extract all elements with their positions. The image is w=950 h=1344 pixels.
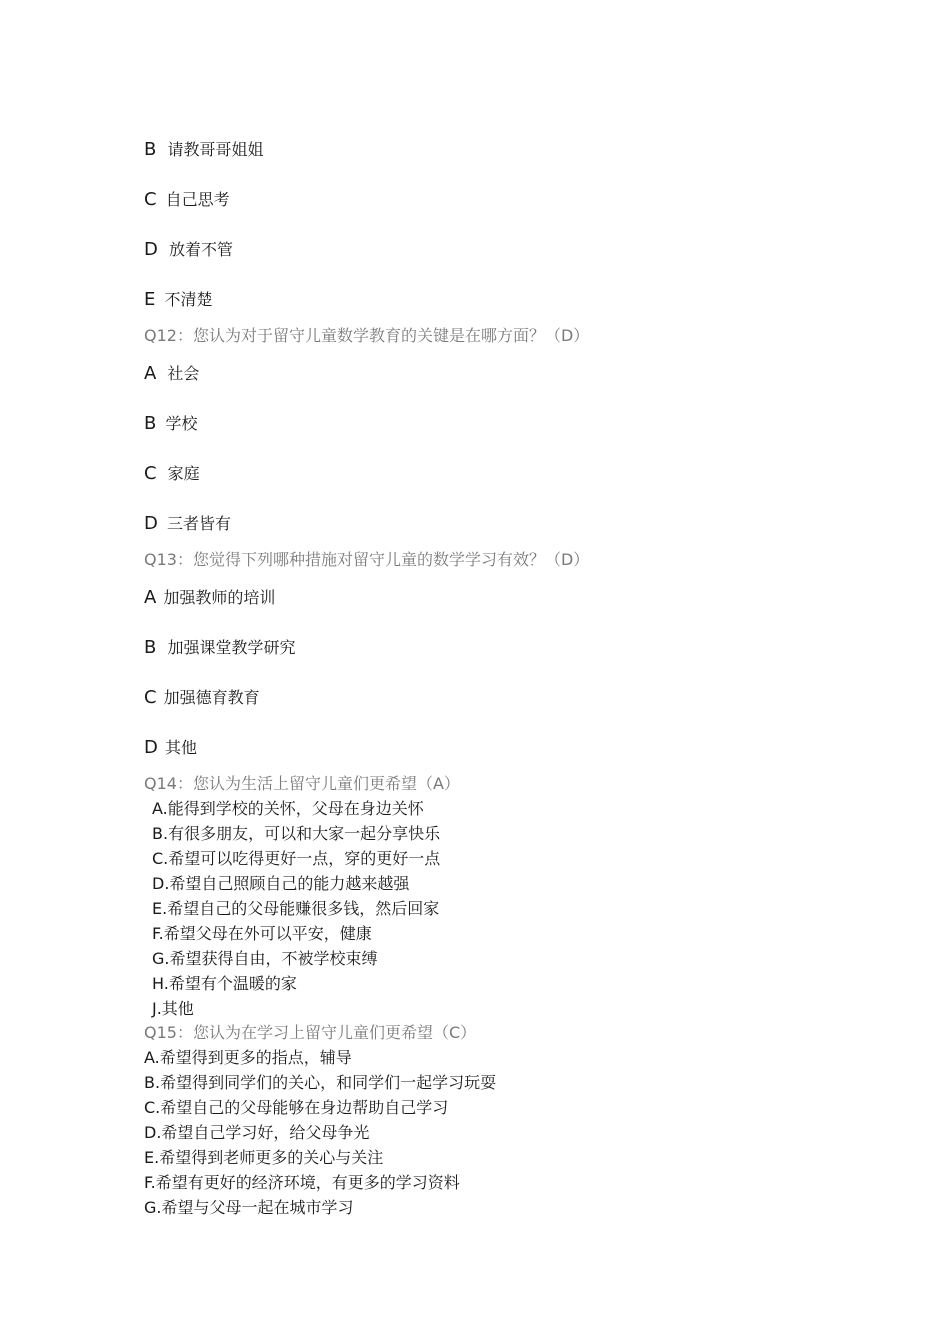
option-text: 三者皆有	[166, 514, 231, 533]
q11-option-b	[144, 139, 263, 161]
option-text: 不清楚	[164, 290, 213, 309]
option-letter: D	[144, 239, 158, 260]
option-text: 加强德育教育	[163, 688, 260, 707]
q11-option-d	[144, 239, 233, 261]
option-letter: C	[144, 687, 157, 708]
option-text: 其他	[164, 738, 197, 757]
option-letter: C	[144, 189, 157, 210]
q14-option: B.有很多朋友，可以和大家一起分享快乐	[152, 824, 441, 843]
option-letter: B	[144, 413, 157, 434]
option-letter: D	[144, 513, 158, 534]
q14-question: Q14：您认为生活上留守儿童们更希望（A）	[144, 774, 460, 793]
option-text: 家庭	[167, 464, 200, 483]
option-letter: E	[144, 289, 156, 310]
q14-option: J.其他	[152, 999, 194, 1018]
q14-option: E.希望自己的父母能赚很多钱，然后回家	[152, 899, 440, 918]
q14-option: F.希望父母在外可以平安，健康	[152, 924, 372, 943]
q12-option-c	[144, 463, 200, 485]
q13-option-b	[144, 637, 295, 659]
q13-option-d	[144, 737, 197, 759]
option-text: 放着不管	[168, 240, 233, 259]
q15-option: E.希望得到老师更多的关心与关注	[144, 1148, 384, 1167]
option-text: 学校	[165, 414, 198, 433]
q11-option-e	[144, 289, 212, 311]
option-text: 加强教师的培训	[163, 588, 276, 607]
q12-option-d	[144, 513, 231, 535]
option-letter: B	[144, 139, 157, 160]
option-text: 加强课堂教学研究	[167, 638, 296, 657]
q12-option-b	[144, 413, 197, 435]
q14-option: G.希望获得自由，不被学校束缚	[152, 949, 378, 968]
q12-option-a	[144, 363, 199, 385]
q13-option-c	[144, 687, 260, 709]
option-letter: B	[144, 637, 157, 658]
q13-option-a	[144, 587, 275, 609]
option-letter: A	[144, 587, 157, 608]
q15-option: B.希望得到同学们的关心，和同学们一起学习玩耍	[144, 1073, 497, 1092]
q14-option: D.希望自己照顾自己的能力越来越强	[152, 874, 410, 893]
q15-option: G.希望与父母一起在城市学习	[144, 1198, 354, 1217]
option-text: 自己思考	[165, 190, 230, 209]
q15-option: C.希望自己的父母能够在身边帮助自己学习	[144, 1098, 449, 1117]
q15-option: F.希望有更好的经济环境，有更多的学习资料	[144, 1173, 460, 1192]
q15-option: A.希望得到更多的指点，辅导	[144, 1048, 352, 1067]
q14-option: A.能得到学校的关怀，父母在身边关怀	[152, 799, 424, 818]
option-letter: A	[144, 363, 157, 384]
q15-option: D.希望自己学习好，给父母争光	[144, 1123, 370, 1142]
option-text: 请教哥哥姐姐	[167, 140, 264, 159]
q14-option: H.希望有个温暖的家	[152, 974, 297, 993]
option-letter: C	[144, 463, 157, 484]
q14-option: C.希望可以吃得更好一点，穿的更好一点	[152, 849, 441, 868]
q15-question: Q15：您认为在学习上留守儿童们更希望（C）	[144, 1023, 477, 1042]
q13-question: Q13：您觉得下列哪种措施对留守儿童的数学学习有效？（D）	[144, 550, 590, 569]
option-text: 社会	[167, 364, 200, 383]
q12-question: Q12：您认为对于留守儿童数学教育的关键是在哪方面？（D）	[144, 326, 590, 345]
q11-option-c	[144, 189, 230, 211]
option-letter: D	[144, 737, 158, 758]
